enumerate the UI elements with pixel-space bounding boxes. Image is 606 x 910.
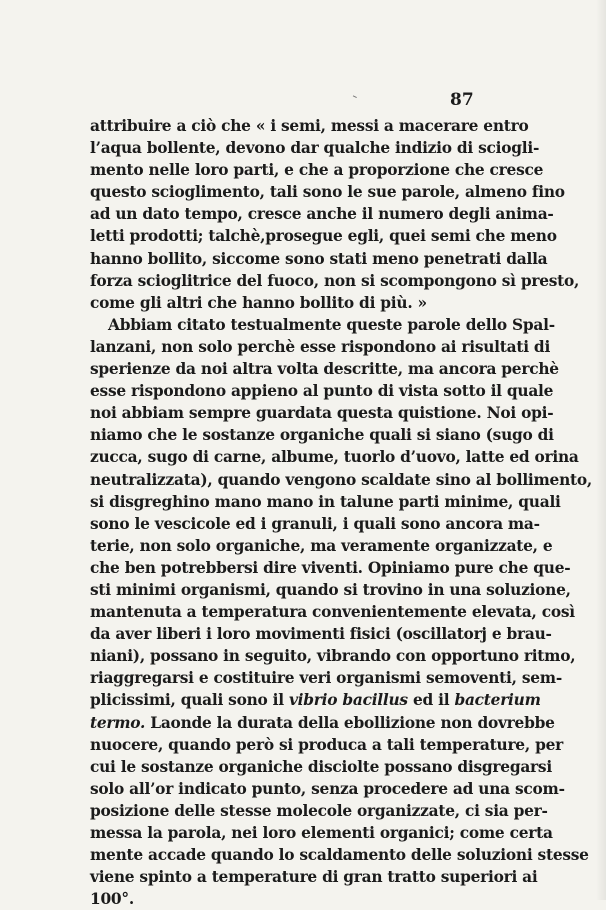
- line-segment: viene spinto a temperature di gran tratto superiori ai: [90, 868, 538, 887]
- text-line: [90, 667, 562, 689]
- text-line: [90, 270, 580, 292]
- text-line: [90, 248, 548, 270]
- line-segment: solo all’or indicato punto, senza procedere ad una scom-: [90, 779, 565, 798]
- text-line: [90, 734, 563, 756]
- line-segment: mente accade quando lo scaldamento delle soluzioni stesse: [90, 846, 589, 865]
- text-line: [90, 203, 554, 225]
- italic-term: bacterium: [454, 691, 541, 710]
- italic-term: termo.: [90, 713, 146, 732]
- line-segment: hanno bollito, siccome sono stati meno penetrati dalla: [90, 249, 548, 268]
- line-segment: riaggregarsi e costituire veri organismi semoventi, sem-: [90, 669, 562, 688]
- text-line: [90, 358, 559, 380]
- text-line: [90, 557, 571, 579]
- line-segment: che ben potrebbersi dire viventi. Opiniamo pure che que-: [90, 558, 571, 577]
- text-line: [90, 336, 551, 358]
- line-segment: ed il: [412, 691, 450, 710]
- line-segment: l’aqua bollente, devono dar qualche indizio di sciogli-: [90, 139, 540, 158]
- text-line: [90, 866, 538, 888]
- text-line: [90, 225, 557, 247]
- line-segment: sti minimi organismi, quando si trovino in una soluzione,: [90, 580, 571, 599]
- line-segment: letti prodotti; talchè,prosegue egli, quei semi che meno: [90, 227, 557, 246]
- line-segment: forza scioglitrice del fuoco, non si scompongono sì presto,: [90, 271, 580, 290]
- text-line: [90, 424, 554, 446]
- line-segment: esse rispondono appieno al punto di vista sotto il quale: [90, 382, 554, 401]
- text-line: [90, 579, 571, 601]
- text-line: [90, 623, 552, 645]
- text-line: [90, 137, 540, 159]
- text-line: [90, 712, 555, 734]
- text-line: [90, 756, 552, 778]
- text-line: [90, 689, 541, 711]
- line-segment: terie, non solo organiche, ma veramente organizzate, e: [90, 536, 553, 555]
- line-segment: Abbiam citato testualmente queste parole dello Spal-: [108, 315, 555, 334]
- line-segment: lanzani, non solo perchè esse rispondono ai risultati di: [90, 337, 551, 356]
- text-line: [90, 645, 576, 667]
- line-segment: cui le sostanze organiche disciolte possano disgregarsi: [90, 757, 552, 776]
- line-segment: sperienze da noi altra volta descritte, ma ancora perchè: [90, 360, 559, 379]
- line-segment: come gli altri che hanno bollito di più. »: [90, 293, 427, 312]
- line-segment: noi abbiam sempre guardata questa quistione. Noi opi-: [90, 404, 554, 423]
- line-segment: neutralizzata), quando vengono scaldate sino al bollimento,: [90, 470, 593, 489]
- text-line: [90, 292, 475, 314]
- text-line: [90, 822, 553, 844]
- text-line: [90, 888, 475, 910]
- text-line: [90, 159, 544, 181]
- line-segment: plicissimi, quali sono il: [90, 691, 284, 710]
- line-segment: attribuire a ciò che « i semi, messi a macerare entro: [90, 117, 529, 135]
- line-segment: niani), possano in seguito, vibrando con opportuno ritmo,: [90, 647, 576, 666]
- line-segment: zucca, sugo di carne, albume, tuorlo d’uovo, latte ed orina: [90, 448, 579, 467]
- line-segment: nuocere, quando però si produca a tali temperature, per: [90, 735, 563, 754]
- text-line: [90, 513, 540, 535]
- line-segment: sono le vescicole ed i granuli, i quali sono ancora ma-: [90, 514, 540, 533]
- page-number: 87: [450, 90, 474, 110]
- line-segment: posizione delle stesse molecole organizzate, ci sia per-: [90, 801, 548, 820]
- page-edge-shadow: [596, 0, 606, 900]
- text-line: [90, 380, 554, 402]
- line-segment: da aver liberi i loro movimenti fisici (oscillatorj e brau-: [90, 625, 552, 644]
- line-segment: mento nelle loro parti, e che a proporzione che cresce: [90, 161, 544, 180]
- text-line: [90, 601, 575, 623]
- text-line: [90, 181, 565, 203]
- text-line: [90, 446, 579, 468]
- text-line: [90, 402, 554, 424]
- line-segment: mantenuta a temperatura convenientemente elevata, così: [90, 603, 575, 622]
- italic-term: vibrio bacillus: [288, 691, 408, 710]
- scan-mark: [351, 95, 357, 101]
- line-segment: Laonde la durata della ebollizione non dovrebbe: [150, 713, 555, 732]
- line-segment: ad un dato tempo, cresce anche il numero degli anima-: [90, 205, 554, 224]
- text-line: [90, 314, 555, 336]
- body-text: [90, 115, 593, 910]
- text-line: [90, 844, 589, 866]
- text-line: [90, 115, 529, 137]
- text-line: [90, 800, 548, 822]
- line-segment: 100°.: [90, 890, 134, 909]
- text-line: [90, 469, 593, 491]
- line-segment: questo scioglimento, tali sono le sue parole, almeno fino: [90, 183, 565, 202]
- line-segment: messa la parola, nei loro elementi organici; come certa: [90, 824, 553, 842]
- text-line: [90, 535, 553, 557]
- text-line: [90, 491, 561, 513]
- text-line: [90, 778, 565, 800]
- line-segment: si disgreghino mano mano in talune parti minime, quali: [90, 492, 561, 511]
- line-segment: niamo che le sostanze organiche quali si siano (sugo di: [90, 426, 554, 445]
